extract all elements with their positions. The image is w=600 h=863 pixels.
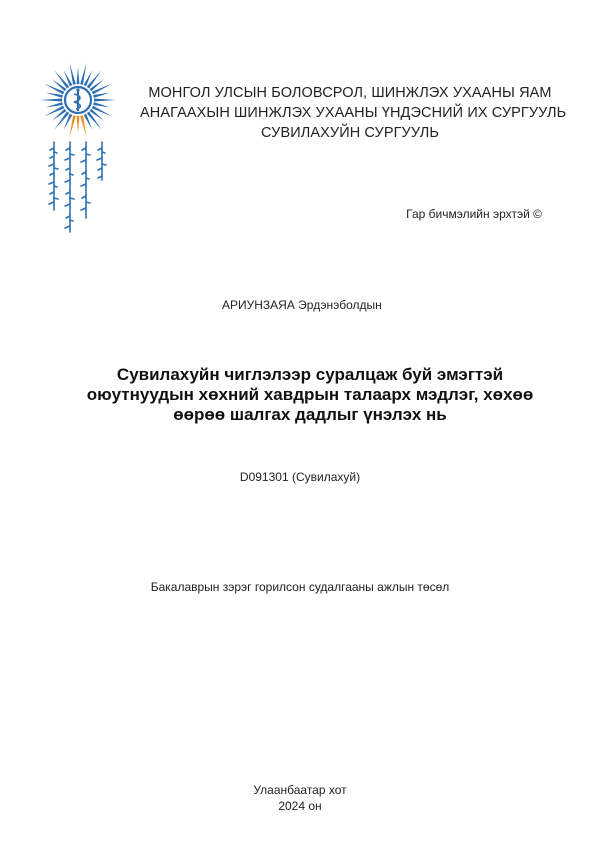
logo-ray	[93, 102, 110, 107]
university-name: АНАГААХЫН ШИНЖЛЭХ УХААНЫ ҮНДЭСНИЙ ИХ СУРГУУЛЬ	[140, 105, 567, 121]
program-code: D091301 (Сувилахуй)	[239, 470, 361, 484]
author-name: АРИУНЗАЯА Эрдэнэболдын	[222, 298, 382, 312]
place-and-year	[0, 782, 600, 814]
logo-ray	[44, 106, 65, 117]
logo-ray	[46, 93, 63, 98]
logo-ray	[46, 102, 63, 107]
university-logo	[38, 60, 118, 140]
copyright-notice: Гар бичмэлийн эрхтэй ©	[406, 207, 542, 221]
mongolian-script-emblem	[40, 140, 120, 240]
logo-ray	[93, 93, 110, 98]
logo-ray	[54, 112, 69, 130]
thesis-title	[80, 365, 540, 425]
logo-ray	[92, 106, 113, 117]
logo-ray	[94, 99, 116, 102]
year: 2024 он	[278, 799, 322, 813]
logo-ray	[77, 67, 80, 84]
logo-ray	[77, 116, 80, 133]
ministry-name: МОНГОЛ УЛСЫН БОЛОВСРОЛ, ШИНЖЛЭХ УХААНЫ ЯАМ	[148, 85, 552, 101]
logo-ray	[87, 112, 102, 130]
institution-header	[140, 83, 567, 143]
school-name: СУВИЛАХУЙН СУРГУУЛЬ	[261, 125, 439, 141]
logo-ray	[70, 63, 76, 85]
title-line: оюутнуудын хөхний хавдрын талаарх мэдлэг, хөхөө	[86, 385, 534, 404]
logo-ray	[44, 84, 65, 95]
logo-ray	[70, 115, 76, 137]
title-line: өөрөө шалгах дадлыг үнэлэх нь	[173, 405, 447, 424]
degree-description: Бакалаврын зэрэг горилсон судалгааны ажлын төсөл	[150, 580, 450, 594]
logo-ray	[80, 63, 86, 85]
logo-ray	[40, 99, 62, 102]
logo-ray	[54, 70, 69, 88]
logo-ray	[80, 115, 86, 137]
logo-ray	[92, 84, 113, 95]
city: Улаанбаатар хот	[253, 783, 347, 797]
logo-ray	[87, 70, 102, 88]
title-line: Сувилахуйн чиглэлээр суралцаж буй эмэгтэй	[116, 365, 504, 384]
